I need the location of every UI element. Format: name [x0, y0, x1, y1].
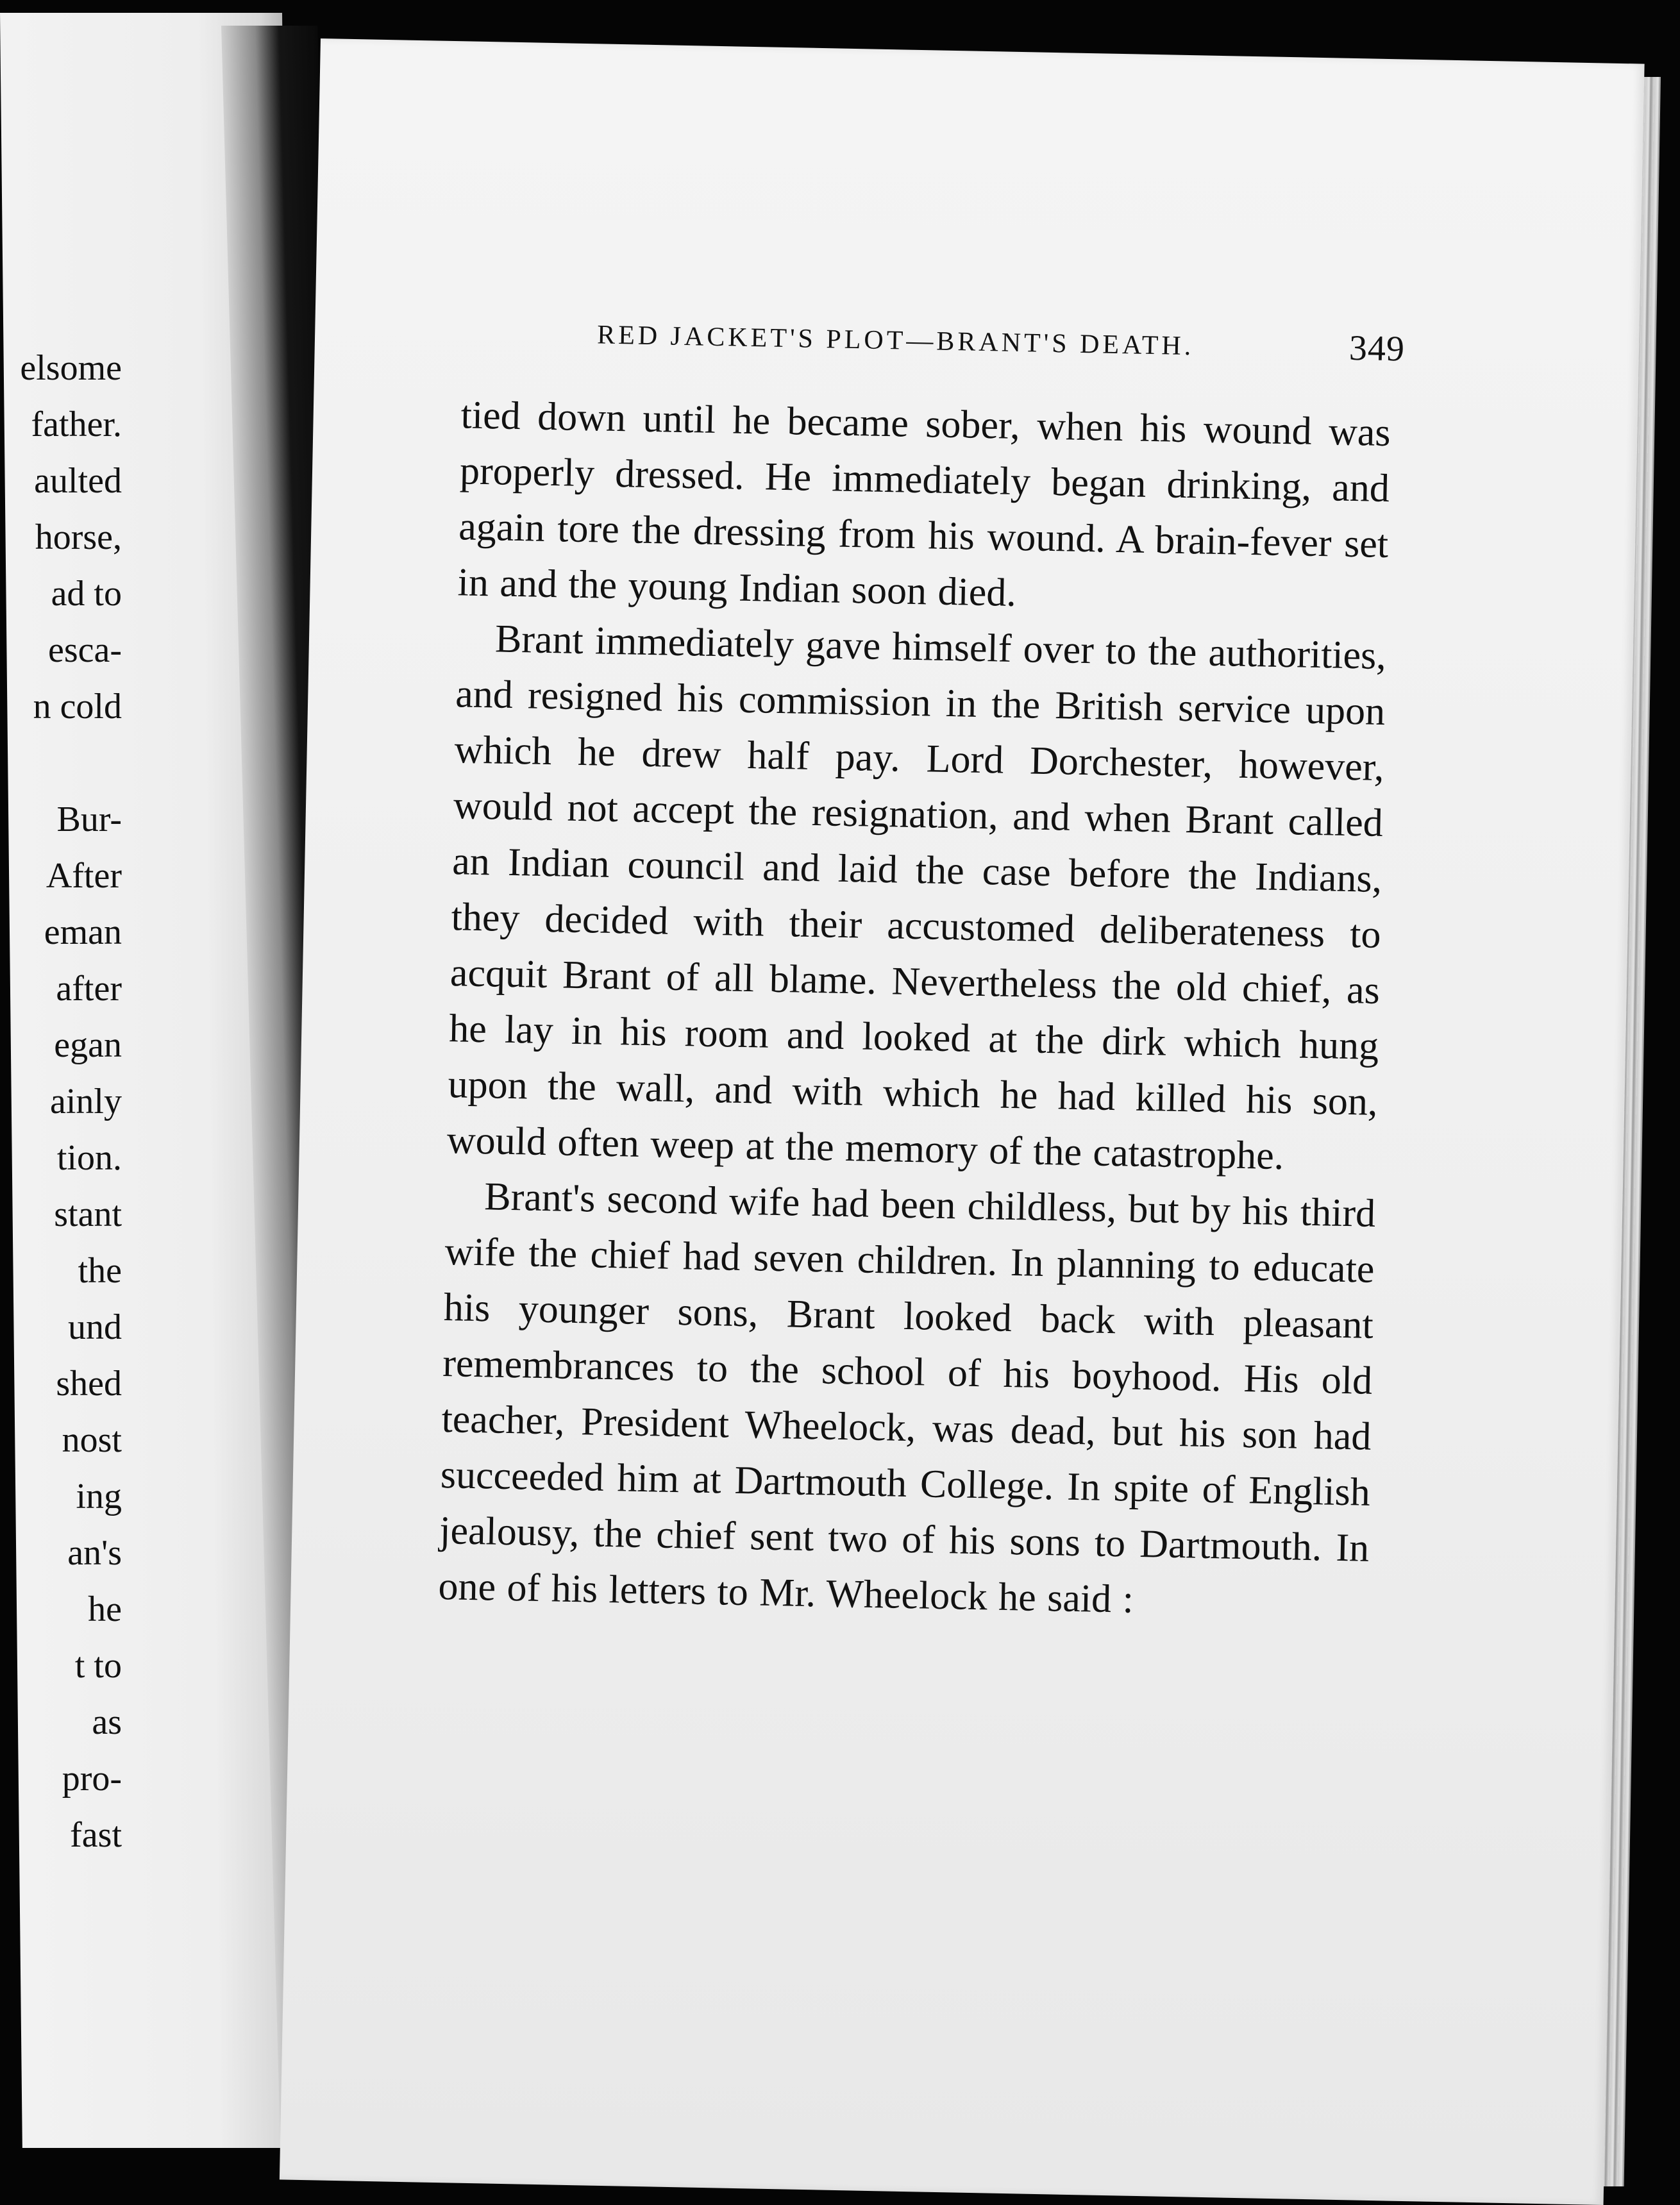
facing-line: ing	[76, 1477, 122, 1516]
running-head-title: RED JACKET'S PLOT—BRANT'S DEATH.	[596, 320, 1195, 362]
facing-line: After	[46, 856, 122, 896]
facing-line: shed	[56, 1364, 122, 1404]
paragraph: Brant's second wife had been childless, but by his third wife the chief had seven children. In planning to educate his younger sons, Brant looked back with pleasant remembrances to the school of his boyhood. His old teacher, President Wheelock, was dead, but his son had succeeded him at Dartmouth College. In spite of English jealousy, the chief sent two of his sons to Dartmouth. In one of his letters to Mr. Wheelock he said :	[438, 1175, 1376, 1622]
facing-line: esca-	[47, 630, 122, 670]
facing-line: ainly	[50, 1082, 122, 1121]
facing-line: und	[68, 1307, 122, 1347]
facing-line: pro-	[62, 1759, 122, 1798]
page-content	[438, 310, 1406, 1632]
facing-line: Bur-	[56, 800, 122, 839]
facing-line: fast	[70, 1815, 122, 1855]
paragraph: Brant immediately gave himself over to the authorities, and resigned his commission in the British service upon which he drew half pay. Lord Dorchester, however, would not accept the resignation, and when Brant called an Indian council and laid the case before the Indians, they decided with their accustomed deliberateness to acquit Brant of all blame. Nevertheless the old chief, as he lay in his room and looked at the dirk which hung upon the wall, and with which he had killed his son, would often weep at the memory of the catastrophe.	[446, 617, 1387, 1178]
facing-page-text	[0, 340, 122, 1863]
facing-line: an's	[67, 1533, 122, 1573]
page-number: 349	[1348, 328, 1406, 369]
page-349	[280, 38, 1645, 2205]
facing-line: aulted	[34, 461, 122, 501]
facing-line: t to	[74, 1646, 122, 1686]
facing-line: eman	[44, 912, 122, 952]
facing-line: he	[88, 1589, 122, 1629]
facing-line: tion.	[56, 1138, 122, 1178]
facing-line: stant	[54, 1195, 122, 1234]
facing-line: egan	[54, 1025, 122, 1065]
paragraph: tied down until he became sober, when his wound was properly dressed. He immediately began drinking, and again tore the dressing from his wound. A brain-fever set in and the young Indian soon died.	[457, 393, 1391, 615]
facing-line	[0, 735, 122, 791]
facing-line: after	[56, 969, 122, 1009]
facing-line: nost	[62, 1420, 122, 1460]
facing-line: ad to	[51, 574, 122, 614]
facing-line: n cold	[33, 687, 122, 726]
facing-line: father.	[31, 405, 122, 444]
facing-line: as	[92, 1702, 122, 1742]
facing-line: elsome	[20, 348, 122, 388]
body-text	[438, 387, 1391, 1632]
facing-line: the	[78, 1251, 122, 1291]
facing-line: horse,	[35, 517, 122, 557]
